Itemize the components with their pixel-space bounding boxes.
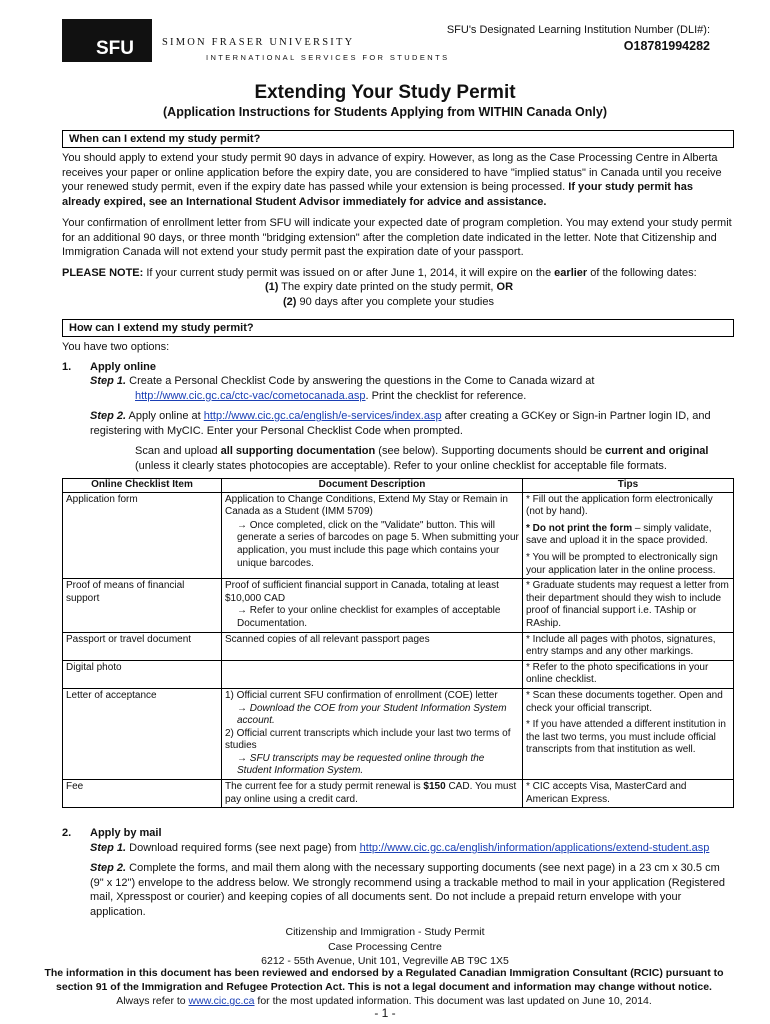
p1-text: You should apply to extend your study permit 90 days in advance of expiry. However, as long as the Case Processing Centre in Alberta receives your paper or online application before the expiry date, you are considered to have "implied status" in Canada until you receive your renewed study permit, even if the expiry date has passed while your extension is being processed. xyxy=(62,152,722,193)
mail-heading xyxy=(62,826,734,841)
come-to-canada-link[interactable]: http://www.cic.gc.ca/ctc-vac/cometocanada.asp xyxy=(135,390,366,402)
scan-end: (unless it clearly states photocopies are acceptable). Refer to your online checklist for acceptable file formats. xyxy=(135,459,667,472)
table-cell: Fee xyxy=(63,780,222,808)
table-cell: Scanned copies of all relevant passport pages xyxy=(222,632,523,660)
section-heading-when: When can I extend my study permit? xyxy=(62,130,734,148)
online-step2 xyxy=(90,409,734,438)
table-header: Document Description xyxy=(222,479,523,493)
disclaimer xyxy=(40,966,728,1008)
option-2-number: (2) xyxy=(283,296,297,308)
mail-step1-label: Step 1. xyxy=(90,842,127,854)
disclaimer-end: for the most updated information. This document was last updated on June 10, 2014. xyxy=(254,995,652,1007)
r1-tip2-end: – simply validate, save and upload it in the space provided. xyxy=(526,522,712,547)
page-number: - 1 - xyxy=(374,1006,396,1020)
online-number: 1. xyxy=(62,361,72,373)
table-cell xyxy=(222,579,523,632)
note-bold: earlier xyxy=(554,267,588,279)
table-cell: Digital photo xyxy=(63,660,222,688)
table-header: Tips xyxy=(523,479,734,493)
section1-paragraph1 xyxy=(62,151,734,209)
online-step1-end: . Print the checklist for reference. xyxy=(365,390,527,402)
table-header-row xyxy=(63,479,734,493)
table-cell: Proof of means of financial support xyxy=(63,579,222,632)
r1-desc1: Application to Change Conditions, Extend My Stay or Remain in Canada as a Student (IMM 5709) xyxy=(225,493,508,518)
note-end: of the following dates: xyxy=(587,267,697,279)
mail-step2-text: Complete the forms, and mail them along with the necessary supporting documents (see next page) in a 23 cm x 30.5 cm (9" x 12") envelope to the address below. We strongly recommend using a trackable method to mail in your application (Registered mail, Xpresspost or courier) and keeping copies of all documents sent. Do not include a prepaid return envelope with your application. xyxy=(90,862,725,918)
table-cell: Application form xyxy=(63,492,222,579)
online-heading xyxy=(62,360,734,375)
scan-mid: (see below). Supporting documents should be xyxy=(375,445,606,457)
r1-tip2-bold: * Do not print the form xyxy=(526,522,633,534)
r5-desc3: 2) Official current transcripts which include your last two terms of studies xyxy=(225,727,511,752)
online-step2-text: Apply online at xyxy=(126,410,204,422)
table-row xyxy=(63,579,734,632)
mail-step1 xyxy=(90,841,734,856)
option-or: OR xyxy=(496,281,514,293)
r6-desc-start: The current fee for a study permit renewal is xyxy=(225,781,424,793)
table-row xyxy=(63,660,734,688)
r1-desc2: → Once completed, click on the "Validate" button. This will generate a series of barcodes on page 5. When submitting your application, you must include this page which contains your unique barcodes. xyxy=(237,519,519,569)
cic-link[interactable]: www.cic.gc.ca xyxy=(188,995,255,1007)
note-label: PLEASE NOTE: xyxy=(62,267,144,279)
table-cell xyxy=(523,492,734,579)
table-row xyxy=(63,632,734,660)
disclaimer-mid: Always refer to xyxy=(116,995,189,1007)
scan-start: Scan and upload xyxy=(135,445,221,457)
note-option-2 xyxy=(283,295,733,310)
r5-desc2: → Download the COE from your Student Information System account. xyxy=(237,702,507,727)
table-header: Online Checklist Item xyxy=(63,479,222,493)
online-step2-label: Step 2. xyxy=(90,410,127,422)
mail-step1-text: Download required forms (see next page) from xyxy=(126,842,360,854)
scan-bold1: all supporting documentation xyxy=(220,445,376,457)
r1-tip3: * You will be prompted to electronically sign your application later in the online process. xyxy=(526,551,718,576)
r5-desc1: 1) Official current SFU confirmation of enrollment (COE) letter xyxy=(225,689,498,701)
table-row xyxy=(63,688,734,779)
online-step1 xyxy=(90,374,734,389)
online-step1-link-line xyxy=(135,389,734,404)
scan-bold2: current and original xyxy=(605,445,709,457)
table-cell: * Refer to the photo specifications in your online checklist. xyxy=(523,660,734,688)
r6-desc-end: CAD. You must pay online using a credit card. xyxy=(225,781,517,805)
option-2-text: 90 days after you complete your studies xyxy=(296,296,494,308)
r2-desc1: Proof of sufficient financial support in Canada, totaling at least $10,000 CAD xyxy=(225,580,499,604)
mail-step2-label: Step 2. xyxy=(90,862,127,874)
sfu-logo xyxy=(62,19,152,62)
table-cell xyxy=(222,688,523,779)
mailing-address xyxy=(0,925,770,969)
document-subtitle: (Application Instructions for Students Applying from WITHIN Canada Only) xyxy=(163,105,607,119)
table-cell xyxy=(222,492,523,579)
r5-tip2: * If you have attended a different institution in the last two terms, you must include official transcripts from that institution as well. xyxy=(526,719,726,756)
dli-label: SFU's Designated Learning Institution Number (DLI#): xyxy=(446,24,710,36)
online-step2-end: after creating a GCKey or Sign-in Partner login ID, and registering with MyCIC. Enter your Personal Checklist Code when prompted. xyxy=(90,410,711,437)
department-name: INTERNATIONAL SERVICES FOR STUDENTS xyxy=(206,53,450,62)
table-cell: * Include all pages with photos, signatures, entry stamps and any other markings. xyxy=(523,632,734,660)
table-cell xyxy=(222,780,523,808)
e-services-link[interactable]: http://www.cic.gc.ca/english/e-services/index.asp xyxy=(203,410,442,422)
table-cell: Passport or travel document xyxy=(63,632,222,660)
mail-step2 xyxy=(90,861,734,919)
table-cell xyxy=(523,688,734,779)
address-line2: Case Processing Centre xyxy=(328,940,442,953)
table-cell: * Graduate students may request a letter from their department should they wish to include proof of financial support i.e. TAship or RAship. xyxy=(523,579,734,632)
please-note xyxy=(62,266,734,281)
r5-tip1: * Scan these documents together. Open and check your official transcript. xyxy=(526,689,723,714)
address-line3: 6212 - 55th Avenue, Unit 101, Vegreville AB T9C 1X5 xyxy=(261,955,509,967)
table-cell: Letter of acceptance xyxy=(63,688,222,779)
r6-fee-amount: $150 xyxy=(423,781,446,793)
online-step1-text: Create a Personal Checklist Code by answering the questions in the Come to Canada wizard at xyxy=(126,375,595,387)
checklist-table xyxy=(62,478,734,808)
two-options-intro: You have two options: xyxy=(62,341,170,353)
scan-upload-paragraph xyxy=(135,444,734,473)
option-1-number: (1) xyxy=(265,281,279,293)
online-title: Apply online xyxy=(90,361,156,373)
logo-text: SFU xyxy=(96,38,134,59)
option-1-text: The expiry date printed on the study permit, xyxy=(278,281,497,293)
p1-bold-text: If your study permit has already expired, see an International Student Advisor immediately for advice and assistance. xyxy=(62,181,693,208)
table-row xyxy=(63,780,734,808)
r1-tip1: * Fill out the application form electronically (not by hand). xyxy=(526,493,713,518)
r2-desc2: → Refer to your online checklist for examples of acceptable Documentation. xyxy=(237,605,501,629)
address-line1: Citizenship and Immigration - Study Permit xyxy=(285,926,485,938)
table-cell xyxy=(222,660,523,688)
university-name: SIMON FRASER UNIVERSITY xyxy=(162,37,355,48)
online-step1-label: Step 1. xyxy=(90,375,127,387)
r5-desc4: → SFU transcripts may be requested online through the Student Information System. xyxy=(237,752,485,777)
table-row xyxy=(63,492,734,579)
note-option-1 xyxy=(265,280,735,295)
section1-paragraph2: Your confirmation of enrollment letter from SFU will indicate your expected date of program completion. You may extend your study permit for an additional 90 days, or three month "bridging extension" after the completion date indicated in the letter. Note that Citizenship and Immigration Canada will not extend your study permit past the expiration date of your passport. xyxy=(62,217,732,258)
note-text: If your current study permit was issued on or after June 1, 2014, it will expire on the xyxy=(143,267,555,279)
table-cell: * CIC accepts Visa, MasterCard and American Express. xyxy=(523,780,734,808)
section-heading-how: How can I extend my study permit? xyxy=(62,319,734,337)
extend-student-link[interactable]: http://www.cic.gc.ca/english/information/applications/extend-student.asp xyxy=(359,842,710,854)
r1-tip2 xyxy=(526,523,730,548)
mail-title: Apply by mail xyxy=(90,827,162,839)
document-title: Extending Your Study Permit xyxy=(254,82,516,103)
disclaimer-bold: The information in this document has been reviewed and endorsed by a Regulated Canadian Immigration Consultant (RCIC) pursuant to section 91 of the Immigration and Refugee Protection Act. This is not a legal document and information may change without notice. xyxy=(44,967,724,993)
mail-number: 2. xyxy=(62,827,72,839)
dli-number: O18781994282 xyxy=(623,39,710,53)
